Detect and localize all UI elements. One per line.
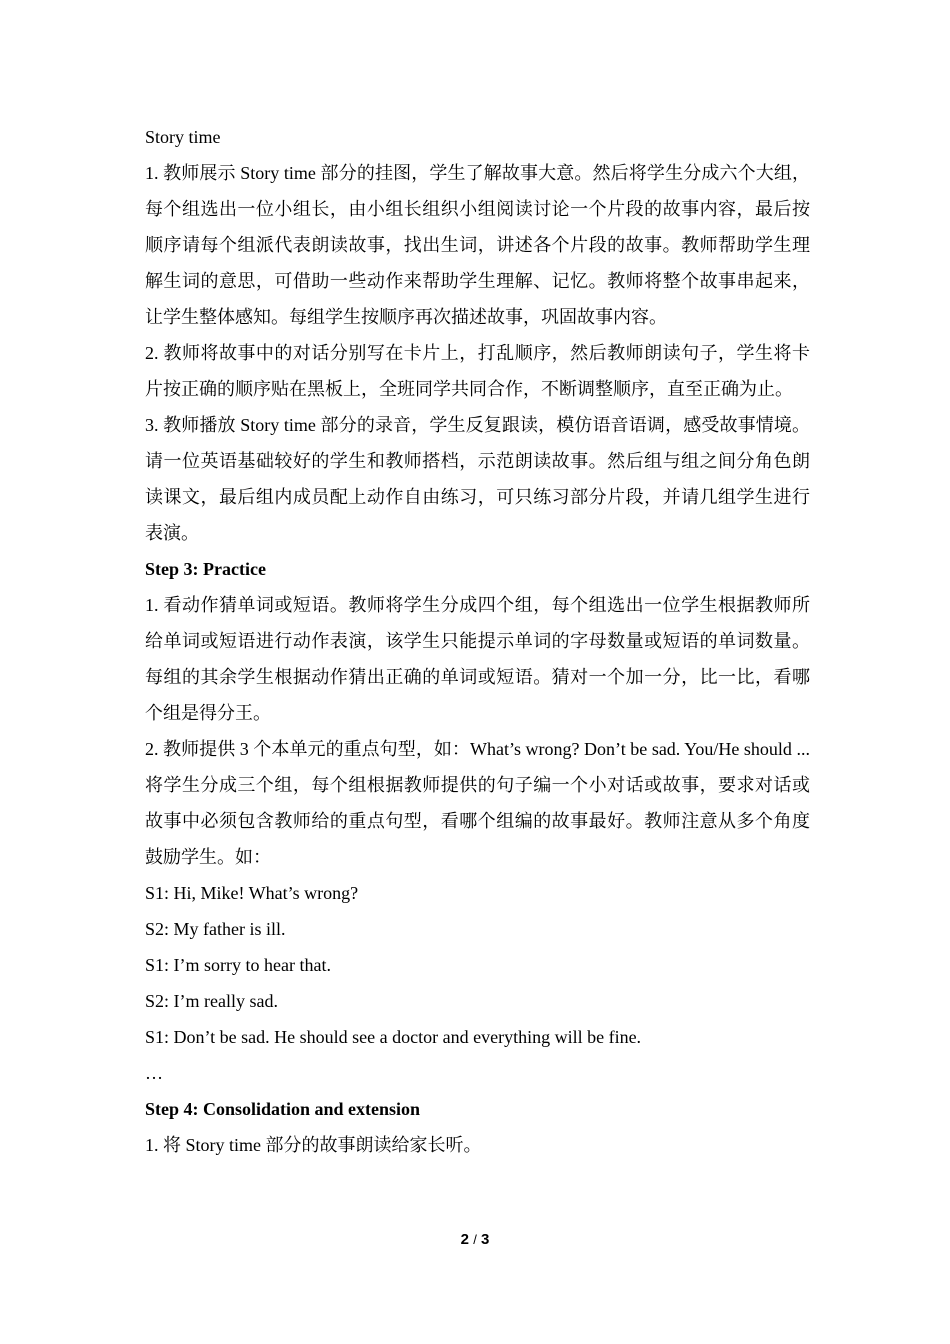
page-total: 3	[480, 1231, 490, 1248]
step4-heading: Step 4: Consolidation and extension	[145, 1099, 421, 1119]
story-time-item-1: 1. 教师展示 Story time 部分的挂图，学生了解故事大意。然后将学生分成六个大组，每个组选出一位小组长，由小组长组织小组阅读讨论一个片段的故事内容，最后按顺序请每个组派代表朗读故事，找出生词，讲述各个片段的故事。教师帮助学生理解生词的意思，可借助一些动作来帮助学生理解、记忆。教师将整个故事串起来，让学生整体感知。每组学生按顺序再次描述故事，巩固故事内容。	[145, 163, 810, 327]
dialogue-ellipsis: …	[145, 1063, 163, 1083]
dialogue-line-4: S2: I’m really sad.	[145, 991, 278, 1011]
dialogue-line-3: S1: I’m sorry to hear that.	[145, 955, 331, 975]
document-body	[145, 119, 810, 1163]
story-time-item-2: 2. 教师将故事中的对话分别写在卡片上，打乱顺序，然后教师朗读句子，学生将卡片按正确的顺序贴在黑板上，全班同学共同合作，不断调整顺序，直至正确为止。	[145, 343, 810, 399]
step3-heading: Step 3: Practice	[145, 559, 266, 579]
step4-item-1: 1. 将 Story time 部分的故事朗读给家长听。	[145, 1135, 482, 1155]
step3-item-1: 1. 看动作猜单词或短语。教师将学生分成四个组，每个组选出一位学生根据教师所给单词或短语进行动作表演，该学生只能提示单词的字母数量或短语的单词数量。每组的其余学生根据动作猜出正确的单词或短语。猜对一个加一分，比一比，看哪个组是得分王。	[145, 595, 810, 723]
step3-item-2: 2. 教师提供 3 个本单元的重点句型，如：What’s wrong? Don’t be sad. You/He should ...将学生分成三个组，每个组根据教师提供的句子编一个小对话或故事，要求对话或故事中必须包含教师给的重点句型，看哪个组编的故事最好。教师注意从多个角度鼓励学生。如：	[145, 739, 810, 867]
page-separator: /	[473, 1232, 477, 1247]
section-title-story-time: Story time	[145, 127, 221, 147]
dialogue-line-2: S2: My father is ill.	[145, 919, 286, 939]
page-number	[0, 1228, 950, 1252]
page-current: 2	[460, 1231, 470, 1248]
dialogue-line-5: S1: Don’t be sad. He should see a doctor and everything will be fine.	[145, 1027, 642, 1047]
story-time-item-3: 3. 教师播放 Story time 部分的录音，学生反复跟读，模仿语音语调，感受故事情境。请一位英语基础较好的学生和教师搭档，示范朗读故事。然后组与组之间分角色朗读课文，最后组内成员配上动作自由练习，可只练习部分片段，并请几组学生进行表演。	[145, 415, 810, 543]
dialogue-line-1: S1: Hi, Mike! What’s wrong?	[145, 883, 359, 903]
